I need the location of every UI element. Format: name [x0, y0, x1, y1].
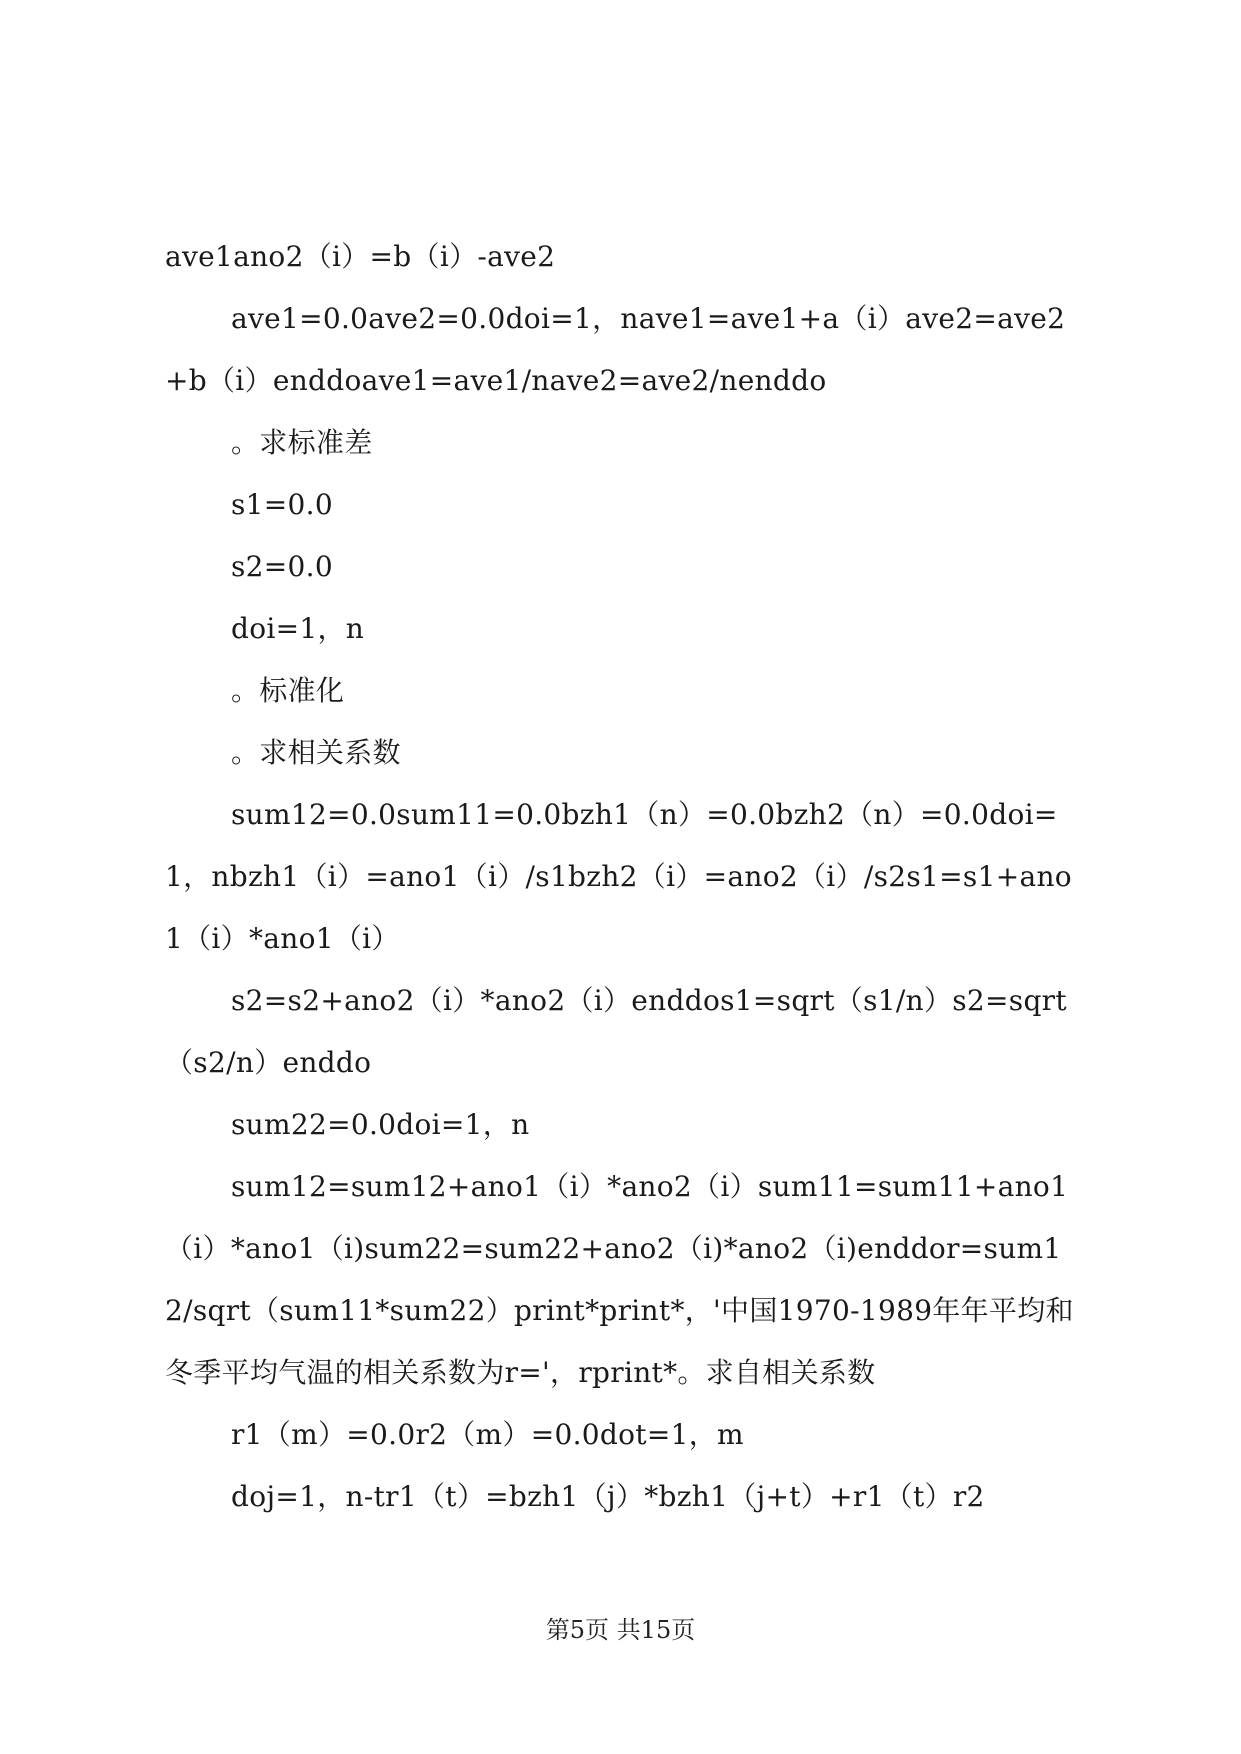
paragraph: sum12=sum12+ano1（i）*ano2（i）sum11=sum11+ano1（i）*ano1（i)sum22=sum22+ano2（i)*ano2（i)enddor=sum12/sqrt（sum11*sum22）print*print*，'中国1970-1989年年平均和冬季平均气温的相关系数为r='，rprint*。求自相关系数 [165, 1170, 1074, 1389]
paragraph: s2=0.0 [231, 550, 333, 583]
paragraph: s1=0.0 [231, 488, 333, 521]
paragraph: ave1ano2（i）=b（i）-ave2 [165, 240, 556, 273]
paragraph: 。求标准差 [231, 426, 373, 459]
paragraph: 。标准化 [231, 674, 345, 707]
page-number-text: 第5页 共15页 [545, 1616, 696, 1644]
paragraph: doi=1，n [231, 612, 365, 645]
paragraph: ave1=0.0ave2=0.0doi=1，nave1=ave1+a（i）ave2=ave2+b（i）enddoave1=ave1/nave2=ave2/nenddo [165, 302, 1066, 397]
document-body [165, 226, 1081, 1528]
paragraph: sum22=0.0doi=1，n [231, 1108, 530, 1141]
paragraph: 。求相关系数 [231, 736, 401, 769]
paragraph: s2=s2+ano2（i）*ano2（i）enddos1=sqrt（s1/n）s2=sqrt（s2/n）enddo [165, 984, 1067, 1079]
page-number-footer [0, 1614, 1241, 1646]
paragraph: sum12=0.0sum11=0.0bzh1（n）=0.0bzh2（n）=0.0doi=1，nbzh1（i）=ano1（i）/s1bzh2（i）=ano2（i）/s2s1=s1+ano1（i）*ano1（i） [165, 798, 1072, 955]
paragraph: r1（m）=0.0r2（m）=0.0dot=1，m [231, 1418, 744, 1451]
paragraph: doj=1，n-tr1（t）=bzh1（j）*bzh1（j+t）+r1（t）r2 [231, 1480, 985, 1513]
